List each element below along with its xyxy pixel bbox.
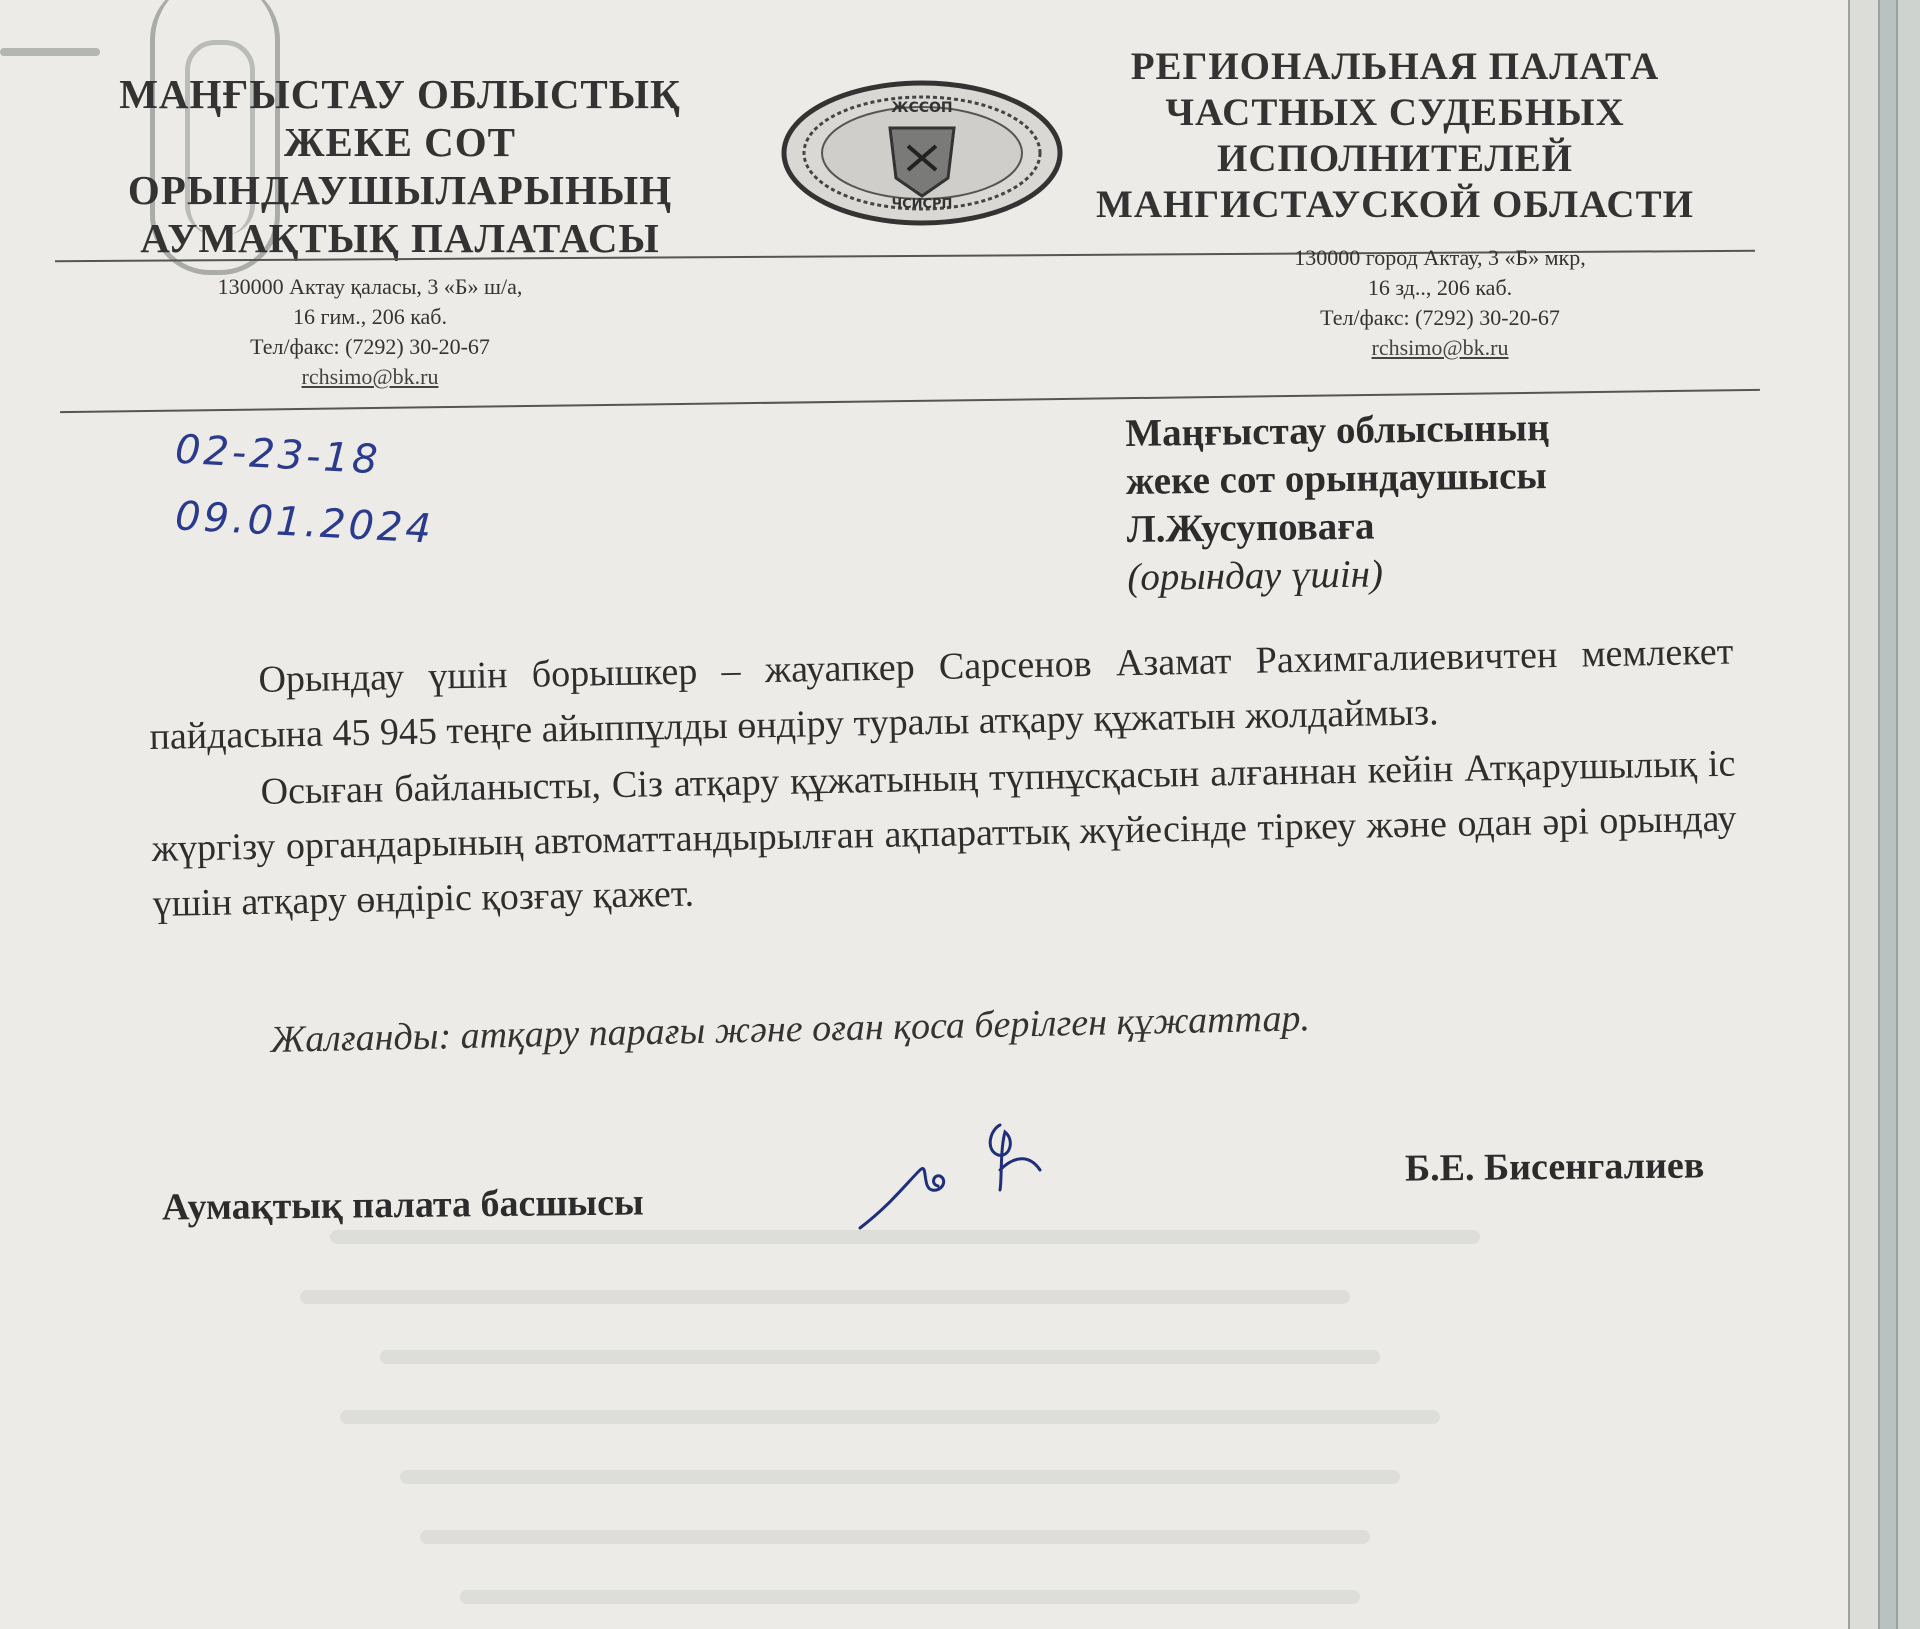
header-left-line: ЖЕКЕ СОТ	[283, 119, 517, 165]
stacked-page-edge	[1896, 0, 1920, 1629]
paperclip-bar	[0, 48, 100, 56]
letter-body	[148, 625, 1738, 934]
header-right-line: МАНГИСТАУСКОЙ ОБЛАСТИ	[1096, 183, 1694, 226]
attachment-note: Жалғанды: атқару парағы және оған қоса берілген құжаттар.	[270, 997, 1311, 1061]
header-right-org	[1090, 44, 1700, 228]
address-left-line1: 130000 Актау қаласы, 3 «Б» ш/а,	[217, 274, 523, 299]
bleed-through-text	[460, 1590, 1360, 1604]
header-right-line: ЧАСТНЫХ СУДЕБНЫХ	[1165, 91, 1625, 134]
recipient-line3: Л.Жусуповаға	[1126, 504, 1375, 551]
handwritten-date: 09.01.2024	[173, 493, 436, 553]
header-left-line: АУМАҚТЫҚ ПАЛАТАСЫ	[140, 215, 660, 261]
chamber-seal-emblem	[780, 78, 1065, 228]
bleed-through-text	[330, 1230, 1480, 1244]
recipient-block	[1125, 402, 1688, 602]
body-paragraph-1: Орындау үшін борышкер – жауапкер Сарсенов Азамат Рахимгалиевичтен мемлекет пайдасына 45 945 теңге айыппұлды өндіру туралы атқару құжатын жолдаймыз.	[149, 630, 1734, 758]
address-right	[1230, 243, 1650, 363]
recipient-line1: Маңғыстау облысының	[1125, 406, 1550, 455]
header-left-line: ОРЫНДАУШЫЛАРЫНЫҢ	[127, 167, 673, 213]
address-left-phone: Тел/факс: (7292) 30-20-67	[250, 334, 490, 359]
address-left-email: rchsimo@bk.ru	[301, 364, 439, 389]
address-left-line2: 16 гим., 206 каб.	[292, 304, 448, 329]
address-left	[160, 272, 580, 392]
address-right-line1: 130000 город Актау, 3 «Б» мкр,	[1294, 245, 1586, 270]
header-left-line: МАҢҒЫСТАУ ОБЛЫСТЫҚ	[119, 71, 681, 117]
recipient-note: (орындау үшін)	[1127, 552, 1384, 599]
body-paragraph-2: Осыған байланысты, Сіз атқару құжатының түпнұсқасын алғаннан кейін Атқарушылық іс жүргізу органдарының автоматтандырылған ақпараттық жүйесінде тіркеу және одан әрі орындау үшін атқару өндіріс қозғау қажет.	[151, 742, 1737, 925]
signatory-name: Б.Е. Бисенгалиев	[1404, 1144, 1705, 1190]
signatory-title: Аумақтық палата басшысы	[161, 1181, 644, 1229]
stacked-page-edge	[1848, 0, 1880, 1629]
bleed-through-text	[340, 1410, 1440, 1424]
bleed-through-text	[420, 1530, 1370, 1544]
seal-bottom-text: ЧСИСРП	[891, 197, 953, 212]
header-left-org	[110, 70, 690, 262]
recipient-line2: жеке сот орындаушысы	[1125, 454, 1548, 503]
address-right-email: rchsimo@bk.ru	[1371, 335, 1509, 360]
bleed-through-text	[300, 1290, 1350, 1304]
header-right-line: ИСПОЛНИТЕЛЕЙ	[1217, 137, 1573, 180]
address-right-line2: 16 зд.., 206 каб.	[1367, 275, 1513, 300]
handwritten-signature	[850, 1110, 1060, 1240]
header-right-line: РЕГИОНАЛЬНАЯ ПАЛАТА	[1130, 45, 1660, 88]
handwritten-ref-number: 02-23-18	[173, 426, 382, 484]
address-right-phone: Тел/факс: (7292) 30-20-67	[1320, 305, 1560, 330]
seal-top-text: ЖССОП	[891, 100, 953, 116]
bleed-through-text	[400, 1470, 1400, 1484]
stacked-page-edge	[1878, 0, 1898, 1629]
bleed-through-text	[380, 1350, 1380, 1364]
